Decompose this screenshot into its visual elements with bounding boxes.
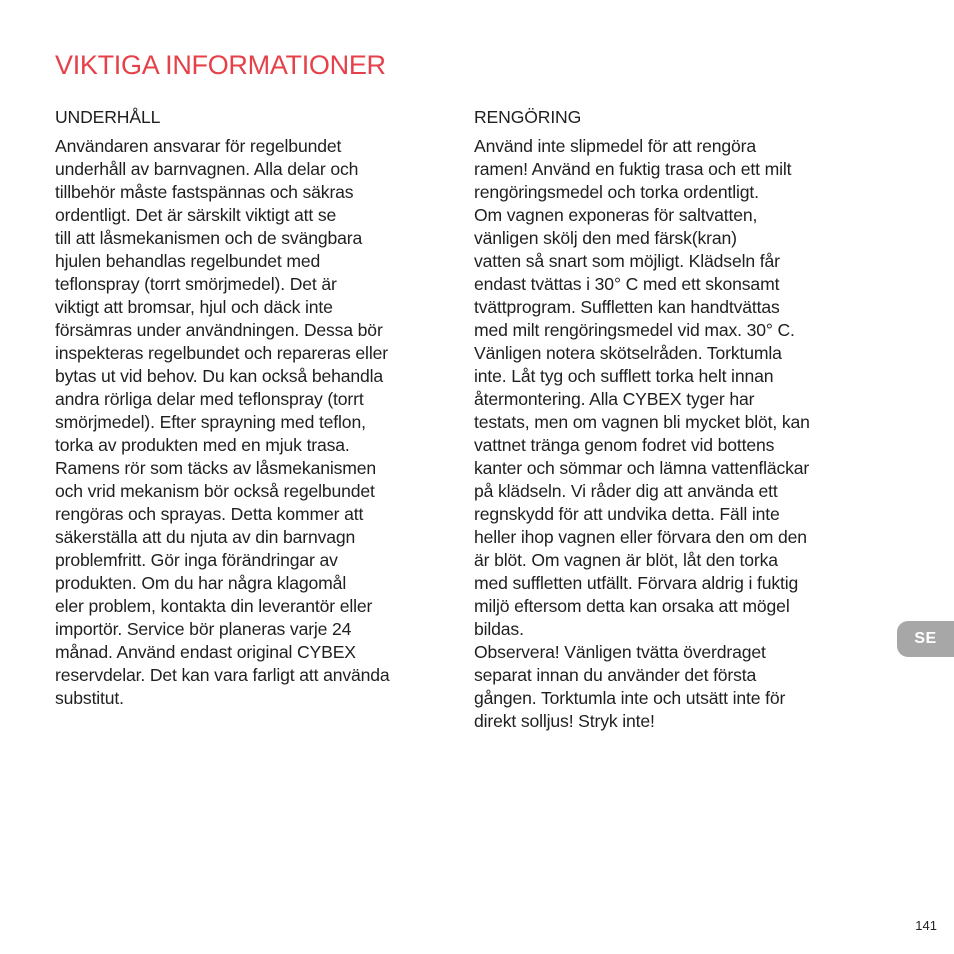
maintenance-body: Användaren ansvarar för regelbundet underhåll av barnvagnen. Alla delar och tillbehör måste fastspännas och säkras ordentligt. Det är särskilt viktigt att se till att låsmekanismen och de svängbara hjulen behandlas regelbundet med teflonspray (torrt smörjmedel). Det är viktigt att bromsar, hjul och däck inte försämras under användningen. Dessa bör inspekteras regelbundet och repareras eller bytas ut vid behov. Du kan också behandla andra rörliga delar med teflonspray (torrt smörjmedel). Efter sprayning med teflon, torka av produkten med en mjuk trasa. Ramens rör som täcks av låsmekanismen och vrid mekanism bör också regelbundet rengöras och sprayas. Detta kommer att säkerställa att du njuta av din barnvagn problemfritt. Gör inga förändringar av produkten. Om du har några klagomål eler problem, kontakta din leverantör eller importör. Service bör planeras varje 24 månad. Använd endast original CYBEX reservdelar. Det kan vara farligt att använda substitut. [55, 136, 390, 708]
cleaning-section [474, 105, 874, 733]
language-tab [897, 621, 954, 657]
page-title: VIKTIGA INFORMATIONER [55, 50, 386, 80]
maintenance-section [55, 105, 455, 710]
maintenance-heading: UNDERHÅLL [55, 107, 161, 127]
page-number: 141 [915, 918, 937, 933]
language-tab-label: SE [914, 630, 937, 647]
cleaning-heading: RENGÖRING [474, 107, 582, 127]
cleaning-body: Använd inte slipmedel för att rengöra ramen! Använd en fuktig trasa och ett milt rengöringsmedel och torka ordentligt. Om vagnen exponeras för saltvatten, vänligen skölj den med färsk(kran) vatten så snart som möjligt. Klädseln får endast tvättas i 30° C med ett skonsamt tvättprogram. Suffletten kan handtvättas med milt rengöringsmedel vid max. 30° C. Vänligen notera skötselråden. Torktumla inte. Låt tyg och sufflett torka helt innan återmontering. Alla CYBEX tyger har testats, men om vagnen bli mycket blöt, kan vattnet tränga genom fodret vid bottens kanter och sömmar och lämna vattenfläckar på klädseln. Vi råder dig att använda ett regnskydd för att undvika detta. Fäll inte heller ihop vagnen eller förvara den om den är blöt. Om vagnen är blöt, låt den torka med suffletten utfällt. Förvara aldrig i fuktig miljö eftersom detta kan orsaka att mögel bildas. Observera! Vänligen tvätta överdraget separat innan du använder det första gången. Torktumla inte och utsätt inte för direkt solljus! Stryk inte! [474, 136, 810, 731]
